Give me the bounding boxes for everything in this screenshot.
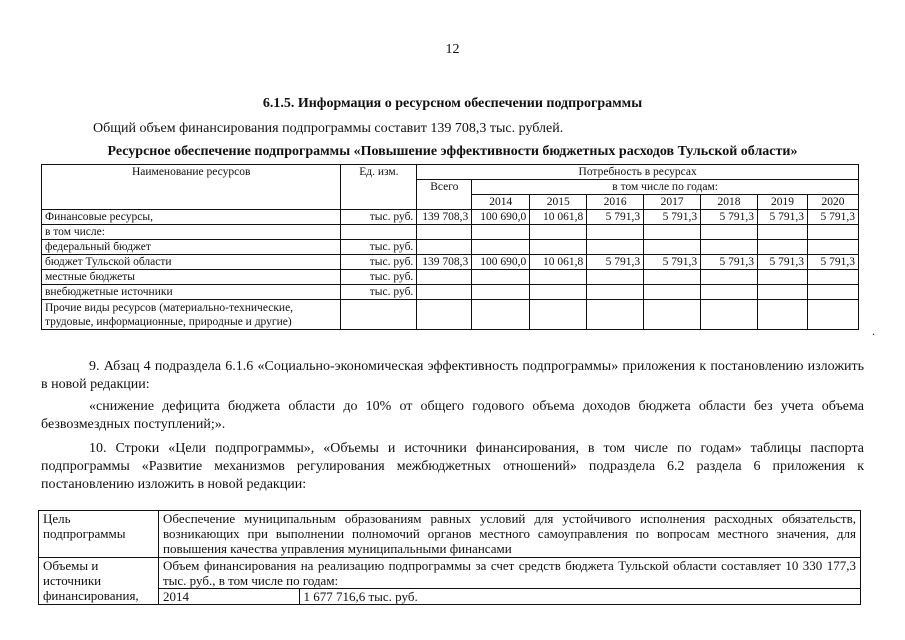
funding-label: Объемы и источники финансирования, [39, 558, 159, 605]
row-name: бюджет Тульской области [42, 255, 341, 270]
row-total [417, 270, 472, 285]
table-row [42, 240, 859, 255]
year-header: 2015 [530, 195, 587, 210]
row-value [644, 240, 701, 255]
row-value: 5 791,3 [587, 210, 644, 225]
row-value [758, 225, 808, 240]
paragraph-9: 9. Абзац 4 подраздела 6.1.6 «Социально-экономическая эффективность подпрограммы» приложения к постановлению изложить в новой редакции: [41, 359, 864, 392]
row-value [530, 300, 587, 330]
row-unit: тыс. руб. [341, 255, 417, 270]
row-value: 5 791,3 [701, 255, 758, 270]
row-value [758, 270, 808, 285]
page-number: 12 [445, 42, 460, 57]
year-header: 2014 [472, 195, 530, 210]
row-name: Прочие виды ресурсов (материально-технические, трудовые, информационные, природные и другие) [42, 300, 341, 330]
row-value [530, 285, 587, 300]
amount-cell: 1 677 716,6 тыс. руб. [299, 589, 860, 605]
row-value [644, 300, 701, 330]
row-value: 10 061,8 [530, 255, 587, 270]
row-unit: тыс. руб. [341, 285, 417, 300]
year-header: 2018 [701, 195, 758, 210]
funding-text: Объем финансирования на реализацию подпрограммы за счет средств бюджета Тульской области составляет 10 330 177,3 тыс. руб., в том числе по годам: [163, 558, 856, 588]
table-row [42, 285, 859, 300]
row-unit [341, 225, 417, 240]
row-value [530, 240, 587, 255]
year-row [159, 589, 860, 605]
row-value [807, 225, 858, 240]
financing-total-line: Общий объем финансирования подпрограммы составит 139 708,3 тыс. рублей. [93, 121, 564, 136]
row-value [472, 270, 530, 285]
header-resource-name: Наименование ресурсов [42, 165, 341, 210]
year-cell: 2014 [159, 589, 299, 605]
row-value: 5 791,3 [701, 210, 758, 225]
row-name: Финансовые ресурсы, [42, 210, 341, 225]
table-row [39, 511, 861, 558]
row-name: внебюджетные источники [42, 285, 341, 300]
header-need: Потребность в ресурсах [417, 165, 859, 180]
row-value: 5 791,3 [807, 255, 858, 270]
row-value [758, 240, 808, 255]
row-value [701, 300, 758, 330]
row-value [807, 285, 858, 300]
paragraph-10: 10. Строки «Цели подпрограммы», «Объемы и источники финансирования, в том числе по годам» таблицы паспорта подпрограммы «Развитие механизмов регулирования межбюджетных отношений» подраздела 6.2 раздела 6 приложения к постановлению изложить в новой редакции: [41, 441, 864, 492]
row-unit: тыс. руб. [341, 240, 417, 255]
header-total: Всего [417, 180, 472, 210]
row-value [472, 240, 530, 255]
resource-table [41, 164, 859, 330]
row-value [758, 285, 808, 300]
year-header: 2017 [644, 195, 701, 210]
row-value [587, 285, 644, 300]
row-value [701, 285, 758, 300]
section-heading: 6.1.5. Информация о ресурсном обеспечении подпрограммы [262, 96, 643, 111]
row-value [587, 300, 644, 330]
row-value [587, 270, 644, 285]
table-row [42, 225, 859, 240]
row-value [472, 225, 530, 240]
row-total [417, 225, 472, 240]
goal-text: Обеспечение муниципальным образованиям равных условий для устойчивого исполнения расходных обязательств, возникающих при выполнении полномочий органов местного самоуправления по вопросам местного значения, для повышения качества управления муниципальными финансами [159, 511, 861, 558]
row-unit: тыс. руб. [341, 270, 417, 285]
row-total: 139 708,3 [417, 210, 472, 225]
row-value: 5 791,3 [644, 255, 701, 270]
row-value [807, 240, 858, 255]
row-name: федеральный бюджет [42, 240, 341, 255]
row-total: 139 708,3 [417, 255, 472, 270]
table-row [42, 300, 859, 330]
row-value: 5 791,3 [758, 210, 808, 225]
row-value: 5 791,3 [758, 255, 808, 270]
row-value: 5 791,3 [644, 210, 701, 225]
row-value [701, 225, 758, 240]
row-value: 10 061,8 [530, 210, 587, 225]
row-name: местные бюджеты [42, 270, 341, 285]
row-value [701, 240, 758, 255]
table-row [42, 255, 859, 270]
row-unit: тыс. руб. [341, 210, 417, 225]
row-value: 100 690,0 [472, 210, 530, 225]
row-value [807, 300, 858, 330]
stray-dot: . [872, 324, 875, 338]
paragraph-9-quote: «снижение дефицита бюджета области до 10% от общего годового объема доходов бюджета области без учета объема безвозмездных поступлений;». [41, 399, 864, 432]
row-value [807, 270, 858, 285]
row-total [417, 285, 472, 300]
row-value [644, 270, 701, 285]
row-value [701, 270, 758, 285]
row-value [587, 225, 644, 240]
row-value: 5 791,3 [587, 255, 644, 270]
row-total [417, 240, 472, 255]
row-value [530, 270, 587, 285]
row-value [644, 225, 701, 240]
row-value [530, 225, 587, 240]
row-value: 5 791,3 [807, 210, 858, 225]
resource-rows [42, 210, 859, 330]
year-amount-table [159, 588, 860, 604]
header-unit: Ед. изм. [341, 165, 417, 210]
year-header: 2020 [807, 195, 858, 210]
table-row [39, 558, 861, 605]
header-by-years: в том числе по годам: [472, 180, 859, 195]
row-value [587, 240, 644, 255]
passport-table [38, 510, 861, 605]
row-value [758, 300, 808, 330]
goal-label: Цель подпрограммы [39, 511, 159, 558]
row-value [644, 285, 701, 300]
funding-cell [159, 558, 861, 605]
row-value [472, 300, 530, 330]
table-title: Ресурсное обеспечение подпрограммы «Повышение эффективности бюджетных расходов Тульской области» [107, 144, 798, 159]
year-header: 2019 [758, 195, 808, 210]
row-value: 100 690,0 [472, 255, 530, 270]
year-header: 2016 [587, 195, 644, 210]
row-value [472, 285, 530, 300]
row-name: в том числе: [42, 225, 341, 240]
table-row [42, 210, 859, 225]
row-total [417, 300, 472, 330]
row-unit [341, 300, 417, 330]
table-row [42, 270, 859, 285]
